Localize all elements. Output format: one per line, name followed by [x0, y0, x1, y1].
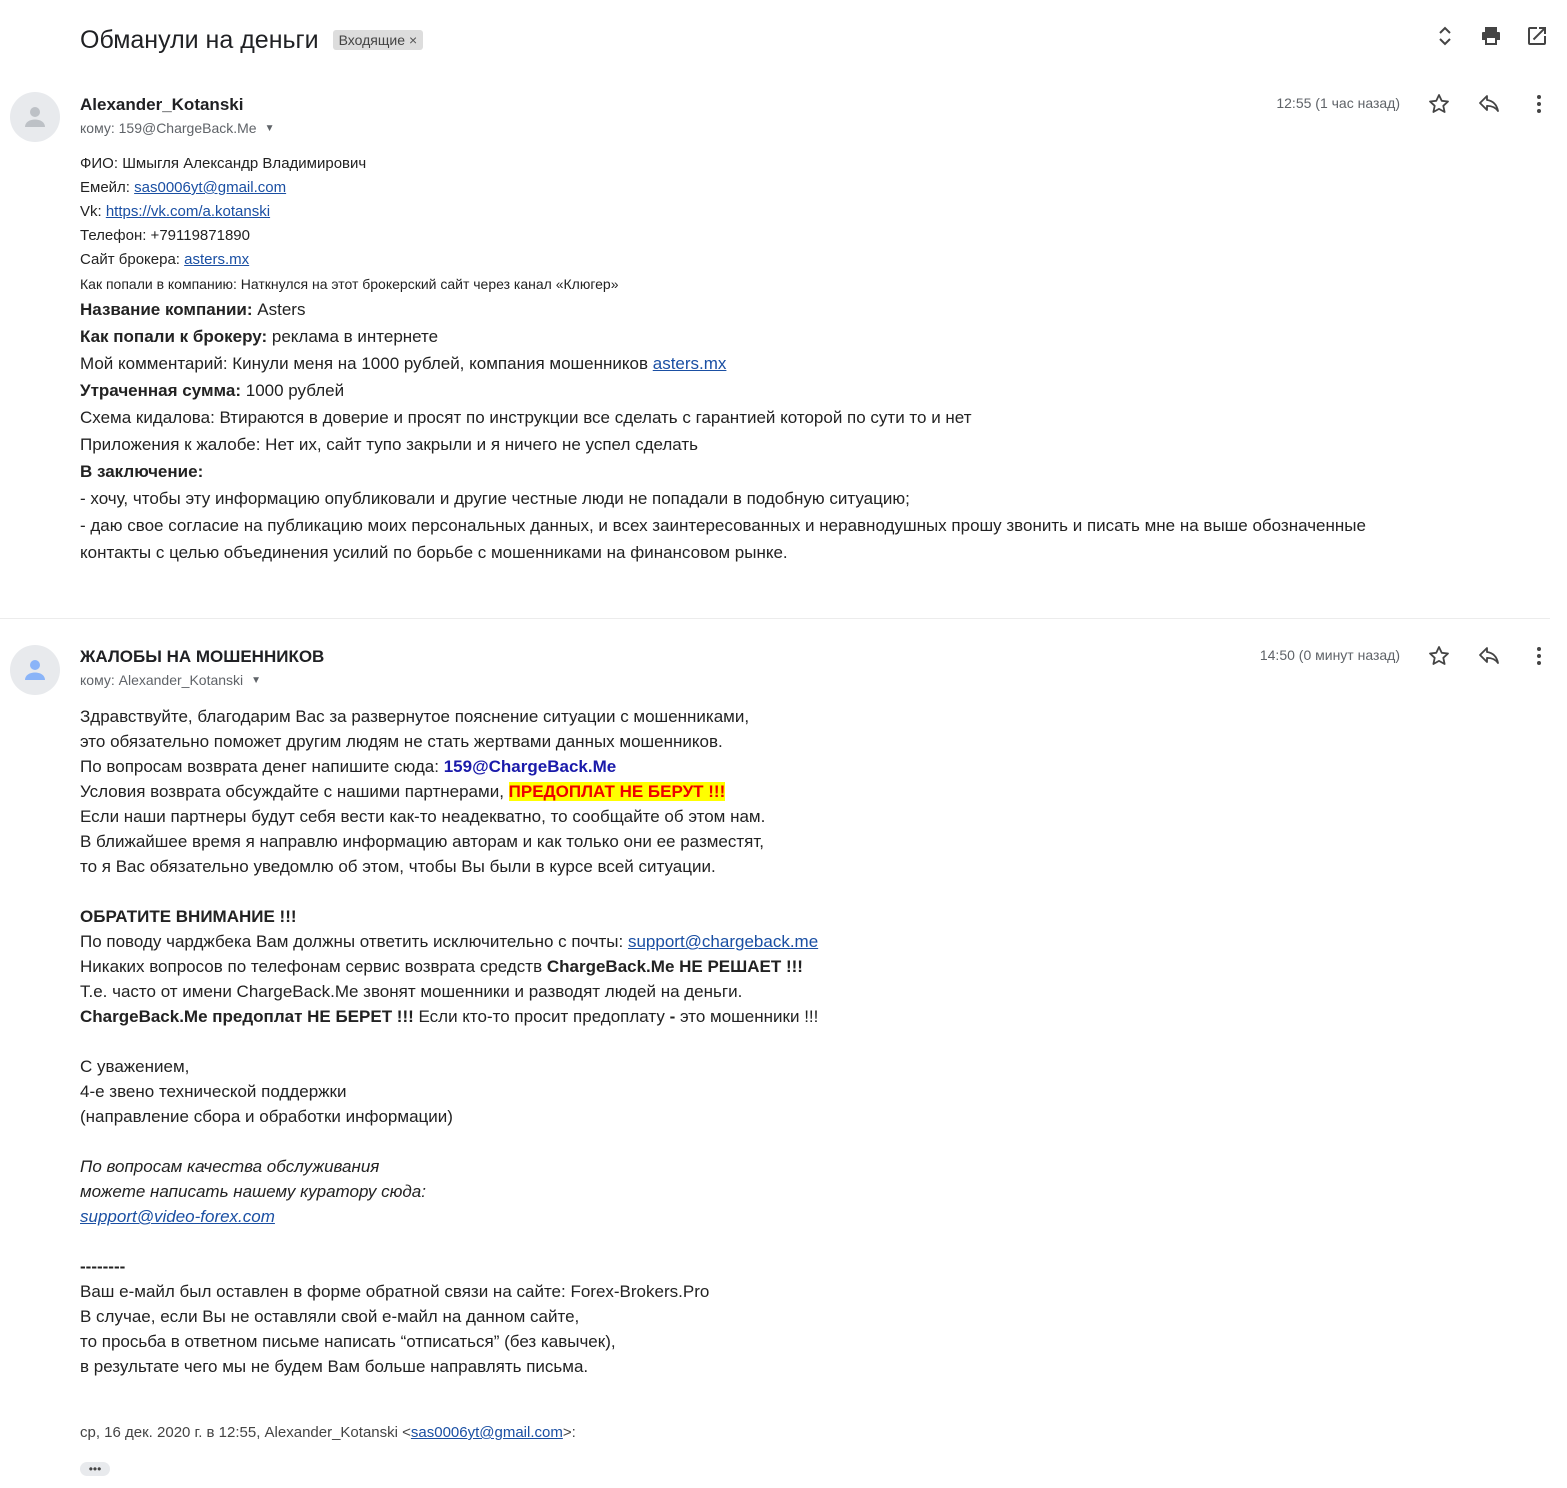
reply-icon[interactable]: [1477, 92, 1501, 116]
body-line: - даю свое согласие на публикацию моих персональных данных, и всех заинтересованных и неравнодушных прошу звонить и писать мне на выше обозначенные: [80, 516, 1366, 535]
body-line: можете написать нашему куратору сюда:: [80, 1182, 426, 1201]
show-trimmed-content-button[interactable]: •••: [80, 1462, 110, 1476]
message-body: [80, 704, 1480, 1379]
body-line: то я Вас обязательно уведомлю об этом, чтобы Вы были в курсе всей ситуации.: [80, 857, 716, 876]
body-line: Как попали в компанию: Наткнулся на этот брокерский сайт через канал «Клюгер»: [80, 276, 619, 292]
body-line: в результате чего мы не будем Вам больше направлять письма.: [80, 1357, 589, 1376]
support-email-link[interactable]: support@chargeback.me: [627, 932, 819, 951]
chevron-down-icon[interactable]: ▼: [251, 674, 262, 686]
message-time: 12:55 (1 час назад): [1276, 95, 1400, 111]
message-body: [80, 152, 1520, 566]
message-actions: [1427, 644, 1551, 668]
recipient-text: кому: 159@ChargeBack.Me: [80, 120, 257, 136]
body-line: --------: [80, 1257, 126, 1276]
body-line: ОБРАТИТЕ ВНИМАНИЕ !!!: [80, 907, 297, 926]
sender-name[interactable]: ЖАЛОБЫ НА МОШЕННИКОВ: [80, 647, 325, 666]
body-line: Если наши партнеры будут себя вести как-то неадекватно, то сообщайте об этом нам.: [80, 807, 766, 826]
body-line: Никаких вопросов по телефонам сервис возврата средств ChargeBack.Me НЕ РЕШАЕТ !!!: [80, 957, 803, 976]
body-line: По вопросам качества обслуживания: [80, 1157, 380, 1176]
body-line: Телефон: +79119871890: [80, 227, 250, 244]
more-vert-icon[interactable]: [1527, 644, 1551, 668]
body-line: то просьба в ответном письме написать “отписаться” (без кавычек),: [80, 1332, 616, 1351]
body-line: С уважением,: [80, 1057, 190, 1076]
recipient-line[interactable]: [80, 672, 261, 688]
open-in-new-window-icon[interactable]: [1525, 24, 1549, 48]
thread-toolbar: [1433, 24, 1549, 48]
body-line: 4-е звено технической поддержки: [80, 1082, 347, 1101]
thread-subject: Обманули на деньги: [80, 25, 319, 54]
chevron-down-icon[interactable]: ▼: [264, 122, 275, 134]
body-line: Приложения к жалобе: Нет их, сайт тупо закрыли и я ничего не успел сделать: [80, 435, 699, 454]
body-line: Vk: https://vk.com/a.kotanski: [80, 203, 271, 220]
body-line: В заключение:: [80, 462, 204, 481]
body-line: Сайт брокера: asters.mx: [80, 251, 250, 268]
subject-row: [80, 22, 423, 58]
more-vert-icon[interactable]: [1527, 92, 1551, 116]
person-icon: [20, 102, 50, 132]
body-line: По поводу чарджбека Вам должны ответить исключительно с почты: support@chargeback.me: [80, 932, 819, 951]
highlight-text: ПРЕДОПЛАТ НЕ БЕРУТ !!!: [508, 782, 726, 801]
body-line: контакты с целью объединения усилий по борьбе с мошенниками на финансовом рынке.: [80, 543, 788, 562]
star-icon[interactable]: [1427, 92, 1451, 116]
body-line: Мой комментарий: Кинули меня на 1000 рублей, компания мошенников asters.mx: [80, 354, 727, 373]
body-line: [80, 1204, 1480, 1229]
label-chip-text: Входящие: [338, 32, 406, 48]
body-line: - хочу, чтобы эту информацию опубликовали и другие честные люди не попадали в подобную ситуацию;: [80, 489, 910, 508]
message-time: 14:50 (0 минут назад): [1259, 647, 1400, 663]
remove-label-icon[interactable]: ×: [409, 32, 418, 48]
body-line: (направление сбора и обработки информации): [80, 1107, 453, 1126]
quote-header: ср, 16 дек. 2020 г. в 12:55, Alexander_Kotanski <sas0006yt@gmail.com>:: [80, 1424, 576, 1441]
body-line: ChargeBack.Me предоплат НЕ БЕРЕТ !!! Если кто-то просит предоплату - это мошенники !!!: [80, 1007, 819, 1026]
recipient-text: кому: Alexander_Kotanski: [80, 672, 244, 688]
body-line: Ваш е-майл был оставлен в форме обратной связи на сайте: Forex-Brokers.Pro: [80, 1282, 710, 1301]
message-divider: [0, 618, 1550, 619]
body-line: Условия возврата обсуждайте с нашими партнерами, ПРЕДОПЛАТ НЕ БЕРУТ !!!: [80, 782, 726, 801]
body-line: Название компании: Asters: [80, 300, 306, 319]
person-icon: [20, 655, 50, 685]
recipient-line[interactable]: [80, 120, 275, 136]
avatar[interactable]: [10, 92, 60, 142]
expand-collapse-icon[interactable]: [1433, 24, 1457, 48]
body-line: В ближайшее время я направлю информацию авторам и как только они ее разместят,: [80, 832, 765, 851]
quoted-email-link[interactable]: sas0006yt@gmail.com: [410, 1424, 563, 1441]
broker-site-link[interactable]: asters.mx: [652, 354, 727, 373]
body-line: это обязательно поможет другим людям не стать жертвами данных мошенников.: [80, 732, 723, 751]
body-line: Как попали к брокеру: реклама в интернете: [80, 327, 439, 346]
star-icon[interactable]: [1427, 644, 1451, 668]
body-line: Здравствуйте, благодарим Вас за развернутое пояснение ситуации с мошенниками,: [80, 707, 750, 726]
body-line: Утраченная сумма: 1000 рублей: [80, 381, 345, 400]
sender-name[interactable]: Alexander_Kotanski: [80, 95, 244, 114]
label-chip-inbox[interactable]: [333, 30, 424, 50]
body-line: Емейл: sas0006yt@gmail.com: [80, 179, 287, 196]
body-line: ФИО: Шмыгля Александр Владимирович: [80, 155, 367, 172]
reply-icon[interactable]: [1477, 644, 1501, 668]
curator-email-link[interactable]: support@video-forex.com: [80, 1207, 275, 1226]
body-line: В случае, если Вы не оставляли свой е-майл на данном сайте,: [80, 1307, 580, 1326]
body-line: Схема кидалова: Втираются в доверие и просят по инструкции все сделать с гарантией которой по сути то и нет: [80, 408, 972, 427]
vk-link[interactable]: https://vk.com/a.kotanski: [105, 203, 271, 220]
broker-site-link[interactable]: asters.mx: [184, 251, 250, 268]
body-line: По вопросам возврата денег напишите сюда: 159@ChargeBack.Me: [80, 757, 617, 776]
contact-email: 159@ChargeBack.Me: [443, 757, 617, 776]
email-link[interactable]: sas0006yt@gmail.com: [134, 179, 287, 196]
avatar[interactable]: [10, 645, 60, 695]
print-icon[interactable]: [1479, 24, 1503, 48]
body-line: Т.е. часто от имени ChargeBack.Me звонят мошенники и разводят людей на деньги.: [80, 982, 743, 1001]
message-actions: [1427, 92, 1551, 116]
